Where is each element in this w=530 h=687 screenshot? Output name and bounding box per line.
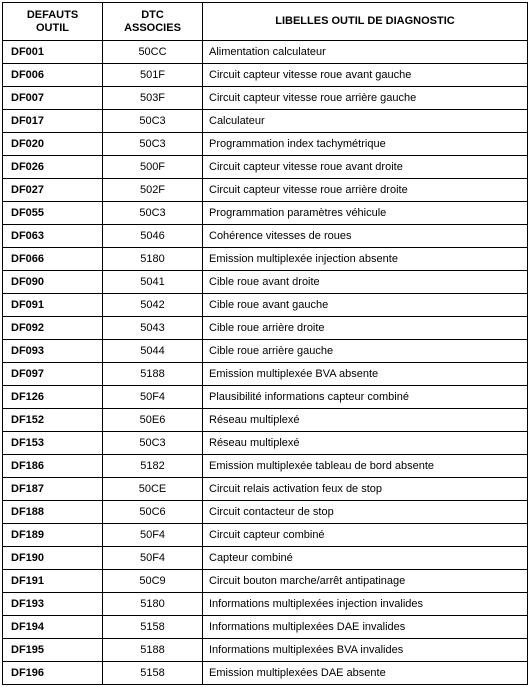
header-dtc-line1: DTC [141,8,164,21]
table-row [3,340,528,363]
defaut-code-cell: DF196 [3,662,103,685]
defaut-code-cell: DF152 [3,409,103,432]
libelle-cell: Alimentation calculateur [203,41,528,64]
header-defauts-line1: DEFAUTS [26,8,79,21]
dtc-code-cell: 50E6 [103,409,203,432]
header-defauts-outil [3,3,103,41]
table-row [3,179,528,202]
header-dtc-associes [103,3,203,41]
defaut-code-cell: DF017 [3,110,103,133]
dtc-code-cell: 5041 [103,271,203,294]
dtc-code-cell: 50C6 [103,501,203,524]
table-row [3,547,528,570]
table-row [3,455,528,478]
defaut-code-cell: DF092 [3,317,103,340]
table-row [3,616,528,639]
table-row [3,593,528,616]
defaut-code-cell: DF190 [3,547,103,570]
header-libelles: LIBELLES OUTIL DE DIAGNOSTIC [203,3,528,41]
table-row [3,662,528,685]
defaut-code-cell: DF066 [3,248,103,271]
defaut-code-cell: DF020 [3,133,103,156]
dtc-code-cell: 50C3 [103,133,203,156]
table-header [3,3,528,41]
defaut-code-cell: DF063 [3,225,103,248]
table-row [3,87,528,110]
table-row [3,202,528,225]
table-row [3,225,528,248]
table-body [3,41,528,685]
defaut-code-cell: DF195 [3,639,103,662]
table-row [3,570,528,593]
libelle-cell: Circuit capteur vitesse roue avant gauche [203,64,528,87]
dtc-code-cell: 503F [103,87,203,110]
defaut-code-cell: DF187 [3,478,103,501]
table-row [3,41,528,64]
table-row [3,317,528,340]
table-row [3,156,528,179]
dtc-code-cell: 501F [103,64,203,87]
defaut-code-cell: DF194 [3,616,103,639]
libelle-cell: Cohérence vitesses de roues [203,225,528,248]
libelle-cell: Emission multiplexée BVA absente [203,363,528,386]
table-row [3,271,528,294]
dtc-code-cell: 50F4 [103,547,203,570]
libelle-cell: Circuit contacteur de stop [203,501,528,524]
libelle-cell: Circuit capteur vitesse roue arrière gauche [203,87,528,110]
dtc-code-cell: 5188 [103,363,203,386]
dtc-code-cell: 50F4 [103,524,203,547]
table-row [3,639,528,662]
dtc-code-cell: 50C9 [103,570,203,593]
dtc-code-cell: 5188 [103,639,203,662]
libelle-cell: Cible roue avant gauche [203,294,528,317]
dtc-code-cell: 5044 [103,340,203,363]
defaut-code-cell: DF188 [3,501,103,524]
libelle-cell: Informations multiplexées DAE invalides [203,616,528,639]
dtc-code-cell: 502F [103,179,203,202]
table-row [3,501,528,524]
table-row [3,64,528,87]
defaut-code-cell: DF006 [3,64,103,87]
header-dtc-line2: ASSOCIES [124,21,181,34]
libelle-cell: Emission multiplexée tableau de bord absente [203,455,528,478]
defaut-code-cell: DF126 [3,386,103,409]
dtc-code-cell: 500F [103,156,203,179]
defaut-code-cell: DF093 [3,340,103,363]
table-row [3,432,528,455]
libelle-cell: Cible roue avant droite [203,271,528,294]
libelle-cell: Réseau multiplexé [203,432,528,455]
defaut-code-cell: DF153 [3,432,103,455]
libelle-cell: Circuit capteur combiné [203,524,528,547]
table-row [3,409,528,432]
libelle-cell: Calculateur [203,110,528,133]
libelle-cell: Programmation paramètres véhicule [203,202,528,225]
dtc-code-cell: 50CE [103,478,203,501]
defaut-code-cell: DF091 [3,294,103,317]
defaut-code-cell: DF007 [3,87,103,110]
dtc-code-cell: 5180 [103,593,203,616]
table-row [3,386,528,409]
dtc-code-cell: 5182 [103,455,203,478]
defaut-code-cell: DF186 [3,455,103,478]
defaut-code-cell: DF090 [3,271,103,294]
libelle-cell: Emission multiplexée injection absente [203,248,528,271]
dtc-code-cell: 5046 [103,225,203,248]
libelle-cell: Circuit capteur vitesse roue arrière droite [203,179,528,202]
libelle-cell: Programmation index tachymétrique [203,133,528,156]
defaut-code-cell: DF191 [3,570,103,593]
header-defauts-line2: OUTIL [36,21,69,34]
table-row [3,363,528,386]
table-row [3,478,528,501]
libelle-cell: Capteur combiné [203,547,528,570]
table-row [3,294,528,317]
dtc-code-cell: 50C3 [103,432,203,455]
libelle-cell: Plausibilité informations capteur combiné [203,386,528,409]
dtc-code-cell: 50C3 [103,110,203,133]
dtc-code-cell: 5158 [103,616,203,639]
dtc-code-cell: 5158 [103,662,203,685]
table-row [3,133,528,156]
libelle-cell: Cible roue arrière droite [203,317,528,340]
libelle-cell: Emission multiplexées DAE absente [203,662,528,685]
libelle-cell: Réseau multiplexé [203,409,528,432]
libelle-cell: Circuit relais activation feux de stop [203,478,528,501]
libelle-cell: Informations multiplexées BVA invalides [203,639,528,662]
libelle-cell: Cible roue arrière gauche [203,340,528,363]
header-row [3,3,528,41]
table-row [3,110,528,133]
defaut-code-cell: DF097 [3,363,103,386]
defaut-code-cell: DF026 [3,156,103,179]
dtc-code-cell: 50C3 [103,202,203,225]
defaut-code-cell: DF027 [3,179,103,202]
dtc-code-cell: 5043 [103,317,203,340]
dtc-code-cell: 50F4 [103,386,203,409]
table-row [3,248,528,271]
defaut-code-cell: DF001 [3,41,103,64]
defaut-code-cell: DF189 [3,524,103,547]
defaut-code-cell: DF193 [3,593,103,616]
defaut-code-cell: DF055 [3,202,103,225]
dtc-code-cell: 50CC [103,41,203,64]
dtc-code-cell: 5180 [103,248,203,271]
table-row [3,524,528,547]
diagnostic-table [2,2,528,685]
dtc-code-cell: 5042 [103,294,203,317]
libelle-cell: Informations multiplexées injection invalides [203,593,528,616]
libelle-cell: Circuit capteur vitesse roue avant droite [203,156,528,179]
libelle-cell: Circuit bouton marche/arrêt antipatinage [203,570,528,593]
